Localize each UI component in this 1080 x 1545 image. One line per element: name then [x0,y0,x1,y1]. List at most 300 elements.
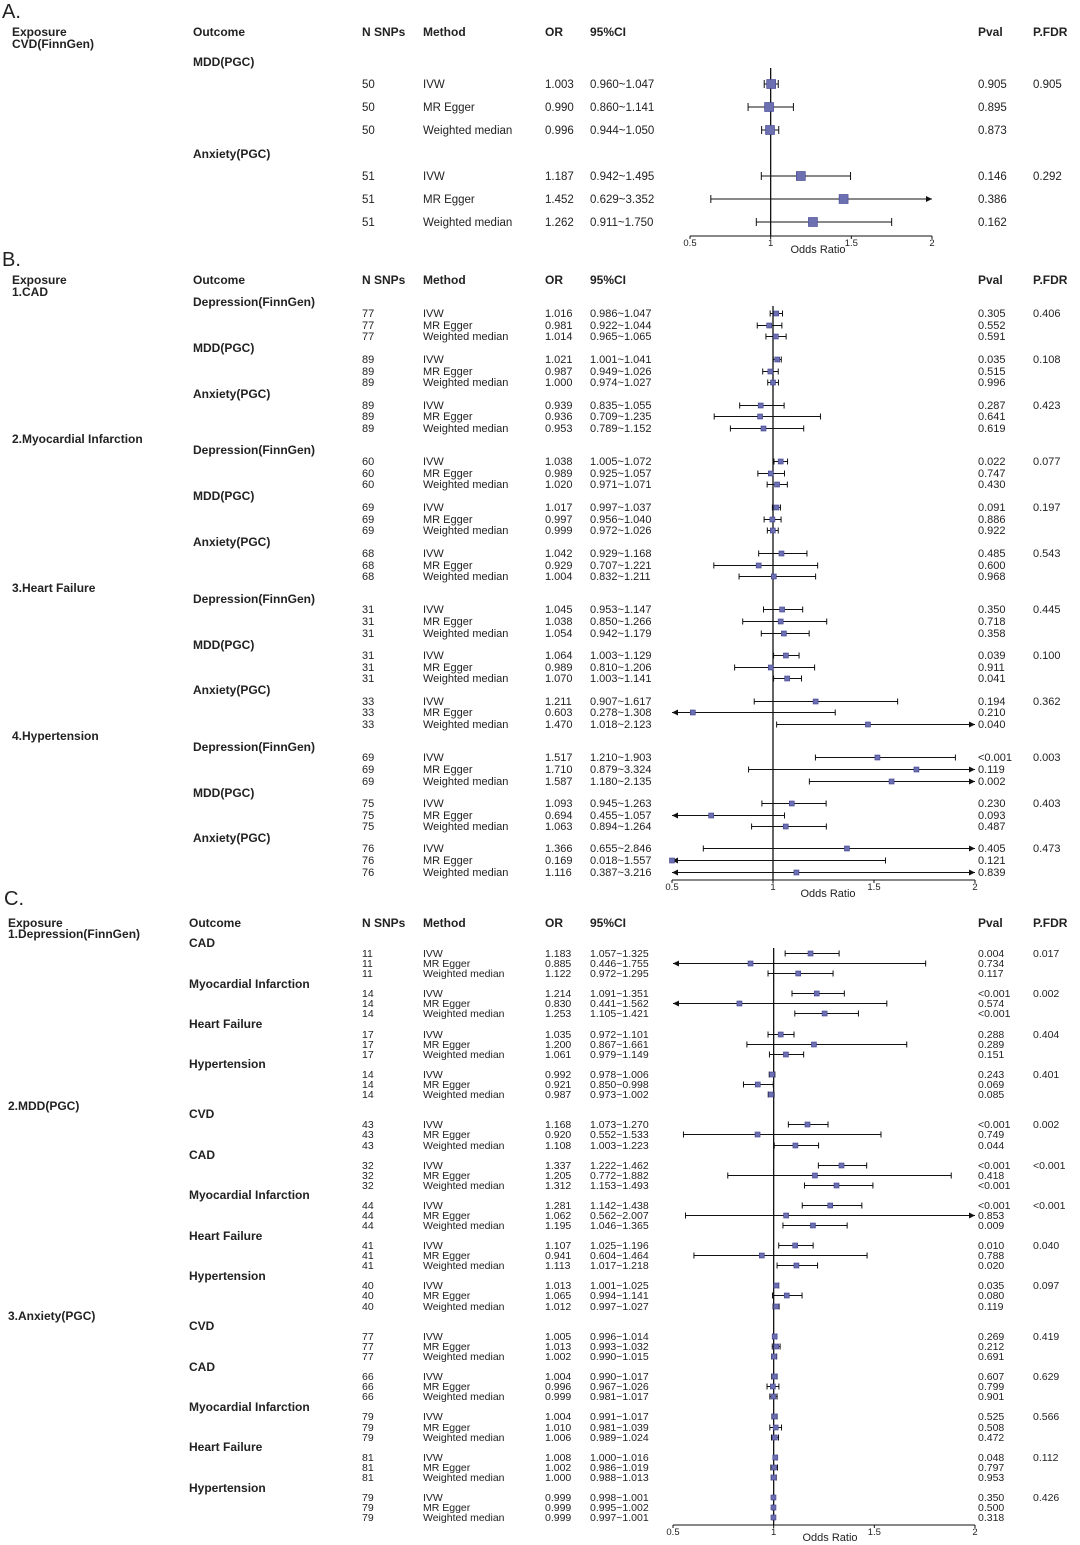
ci-value: 0.629~3.352 [590,194,655,206]
nsnps-value: 81 [362,1472,374,1484]
header-nsnps: N SNPs [362,25,406,39]
header-exposure: Exposure [12,25,67,39]
method-label: MR Egger [423,1210,471,1222]
ci-value: 0.894~1.264 [590,821,652,833]
method-label: IVW [423,548,444,560]
ci-arrow [926,196,932,202]
method-label: MR Egger [423,514,473,526]
nsnps-value: 79 [362,1512,374,1524]
point-estimate [773,1425,778,1430]
method-label: MR Egger [423,764,473,776]
nsnps-value: 81 [362,1462,374,1474]
pfdr-value: 0.423 [1033,400,1061,412]
pval-value: 0.035 [978,354,1006,366]
method-label: Weighted median [423,331,509,343]
ci-value: 0.972~1.295 [590,968,649,980]
or-value: 1.045 [545,604,573,616]
nsnps-value: 50 [362,79,375,91]
outcome-label: Anxiety(PGC) [193,831,271,845]
point-estimate [844,846,849,851]
nsnps-value: 89 [362,423,375,435]
nsnps-value: 31 [362,628,375,640]
ci-value: 0.972~1.101 [590,1029,649,1041]
method-label: IVW [423,988,443,1000]
method-label: IVW [423,1371,443,1383]
pval-value: 0.574 [978,998,1005,1010]
nsnps-value: 41 [362,1250,374,1262]
pval-value: 0.691 [978,1351,1005,1363]
point-estimate [771,1475,776,1480]
or-value: 1.113 [545,1260,571,1272]
outcome-label: MDD(PGC) [193,489,255,503]
or-value: 0.953 [545,423,573,435]
method-label: MR Egger [423,1341,471,1353]
method-label: IVW [423,752,444,764]
method-label: Weighted median [423,1049,505,1061]
nsnps-value: 14 [362,998,374,1010]
nsnps-value: 60 [362,468,375,480]
or-value: 1.000 [545,1472,572,1484]
nsnps-value: 69 [362,525,375,537]
or-value: 1.000 [545,377,573,389]
or-value: 1.211 [545,696,572,708]
ci-value: 0.944~1.050 [590,125,655,137]
header-or: OR [545,916,563,930]
ci-value: 1.001~1.041 [590,354,652,366]
ci-value: 0.922~1.044 [590,320,652,332]
point-estimate [774,311,779,316]
or-value: 1.093 [545,798,573,810]
nsnps-value: 44 [362,1210,374,1222]
nsnps-value: 75 [362,798,375,810]
pfdr-value: 0.040 [1033,1240,1060,1252]
pfdr-value: 0.403 [1033,798,1061,810]
or-value: 1.168 [545,1119,572,1131]
point-estimate [774,1344,779,1349]
exposure-label: 3.Anxiety(PGC) [8,1309,96,1323]
outcome-label: Hypertension [189,1057,266,1071]
nsnps-value: 69 [362,776,375,788]
pfdr-value: <0.001 [1033,1200,1066,1212]
ci-value: 0.995~1.002 [590,1502,649,1514]
point-estimate [767,80,776,89]
point-estimate [766,126,775,135]
or-value: 1.187 [545,171,574,183]
pval-value: <0.001 [978,1200,1011,1212]
pval-value: <0.001 [978,988,1011,1000]
pfdr-value: 0.097 [1033,1280,1060,1292]
ci-value: 1.153~1.493 [590,1180,649,1192]
method-label: MR Egger [423,411,473,423]
ci-value: 1.057~1.325 [590,948,649,960]
pval-value: <0.001 [978,1180,1011,1192]
nsnps-value: 68 [362,548,375,560]
header-pval: Pval [978,25,1003,39]
or-value: 1.107 [545,1240,572,1252]
or-value: 1.214 [545,988,572,1000]
method-label: IVW [423,502,444,514]
outcome-label: Myocardial Infarction [189,1400,310,1414]
nsnps-value: 32 [362,1170,374,1182]
pval-value: 0.853 [978,1210,1005,1222]
nsnps-value: 32 [362,1160,374,1172]
pval-value: 0.749 [978,1129,1005,1141]
ci-value: 1.003~1.141 [590,673,652,685]
header-pfdr: P.FDR [1033,273,1068,287]
or-value: 0.169 [545,855,573,867]
method-label: MR Egger [423,1381,471,1393]
nsnps-value: 14 [362,1089,374,1101]
outcome-label: Depression(FinnGen) [193,592,316,606]
method-label: IVW [423,843,444,855]
ci-value: 1.025~1.196 [590,1240,649,1252]
or-value: 1.038 [545,456,573,468]
ci-value: 0.993~1.032 [590,1341,649,1353]
nsnps-value: 79 [362,1432,374,1444]
x-tick-label: 0.5 [666,1527,680,1538]
point-estimate [796,172,805,181]
point-estimate [737,1001,742,1006]
ci-value: 0.990~1.017 [590,1371,649,1383]
or-value: 0.999 [545,1492,572,1504]
pval-value: 0.747 [978,468,1006,480]
outcome-label: Hypertension [189,1269,266,1283]
header-method: Method [423,916,466,930]
pval-value: 0.350 [978,604,1006,616]
point-estimate [770,528,775,533]
pfdr-value: 0.566 [1033,1411,1060,1423]
pval-value: 0.472 [978,1432,1005,1444]
method-label: IVW [423,948,443,960]
method-label: IVW [423,1119,443,1131]
ci-value: 0.956~1.040 [590,514,652,526]
ci-value: 0.655~2.846 [590,843,652,855]
header-pval: Pval [978,916,1003,930]
ci-value: 0.945~1.263 [590,798,652,810]
pval-value: 0.968 [978,571,1006,583]
ci-value: 0.981~1.039 [590,1422,649,1434]
ci-value: 0.998~1.001 [590,1492,649,1504]
or-value: 1.012 [545,1301,572,1313]
pfdr-value: 0.629 [1033,1371,1060,1383]
or-value: 1.005 [545,1331,572,1343]
ci-value: 1.210~1.903 [590,752,652,764]
pval-value: 0.358 [978,628,1006,640]
pval-value: 0.010 [978,1240,1005,1252]
pval-value: 0.069 [978,1079,1005,1091]
ci-value: 1.222~1.462 [590,1160,649,1172]
method-label: IVW [423,1331,443,1343]
x-tick-label: 1.5 [867,882,881,893]
pval-value: 0.386 [978,194,1007,206]
pval-value: <0.001 [978,752,1012,764]
outcome-label: CAD [189,1360,215,1374]
ci-value: 0.772~1.882 [590,1170,649,1182]
or-value: 0.997 [545,514,573,526]
ci-value: 0.707~1.221 [590,560,652,572]
pval-value: 0.119 [978,764,1005,776]
pval-value: 0.269 [978,1331,1005,1343]
or-value: 1.312 [545,1180,572,1192]
ci-value: 0.018~1.557 [590,855,652,867]
header-outcome: Outcome [193,25,246,39]
method-label: IVW [423,604,444,616]
pfdr-value: 0.017 [1033,948,1060,960]
point-estimate [769,1092,774,1097]
or-value: 1.054 [545,628,573,640]
point-estimate [783,824,788,829]
or-value: 1.020 [545,479,573,491]
nsnps-value: 31 [362,604,375,616]
point-estimate [773,1455,778,1460]
pval-value: 0.040 [978,719,1006,731]
nsnps-value: 79 [362,1492,374,1504]
or-value: 1.064 [545,650,573,662]
pfdr-value: 0.445 [1033,604,1061,616]
method-label: IVW [423,308,444,320]
pval-value: 0.641 [978,411,1006,423]
method-label: Weighted median [423,479,509,491]
or-value: 1.116 [545,867,572,879]
nsnps-value: 14 [362,1079,374,1091]
x-tick-label: 2 [929,238,935,249]
header-ci: 95%CI [590,25,627,39]
point-estimate [772,1354,777,1359]
ci-value: 0.562~2.007 [590,1210,649,1222]
or-value: 0.999 [545,1391,572,1403]
nsnps-value: 14 [362,988,374,1000]
x-tick-label: 1 [768,238,774,249]
pval-value: 0.004 [978,948,1005,960]
point-estimate [756,563,761,568]
ci-value: 1.105~1.421 [590,1008,649,1020]
nsnps-value: 40 [362,1301,374,1313]
method-label: MR Egger [423,1170,471,1182]
or-value: 0.921 [545,1079,572,1091]
or-value: 1.008 [545,1452,572,1464]
nsnps-value: 43 [362,1140,374,1152]
or-value: 1.021 [545,354,573,366]
exposure-label: CVD(FinnGen) [12,37,94,51]
x-tick-label: 1 [770,882,776,893]
point-estimate [839,1163,844,1168]
point-estimate [770,517,775,522]
ci-value: 1.003~1.223 [590,1140,649,1152]
pval-value: <0.001 [978,1160,1011,1172]
or-value: 1.065 [545,1290,572,1302]
or-value: 1.042 [545,548,573,560]
method-label: MR Egger [423,560,473,572]
pfdr-value: 0.543 [1033,548,1061,560]
or-value: 0.989 [545,662,573,674]
point-estimate [690,710,695,715]
ci-arrow [969,1213,975,1219]
method-label: MR Egger [423,468,473,480]
outcome-label: Myocardial Infarction [189,977,310,991]
nsnps-value: 32 [362,1180,374,1192]
pval-value: <0.001 [978,1119,1011,1131]
nsnps-value: 79 [362,1422,374,1434]
ci-value: 0.989~1.024 [590,1432,649,1444]
point-estimate [772,1374,777,1379]
or-value: 0.989 [545,468,573,480]
point-estimate [772,1465,777,1470]
pval-value: 0.996 [978,377,1006,389]
point-estimate [778,619,783,624]
ci-value: 0.879~3.324 [590,764,652,776]
method-label: Weighted median [423,1008,505,1020]
method-label: MR Egger [423,1422,471,1434]
pval-value: 0.289 [978,1039,1005,1051]
nsnps-value: 81 [362,1452,374,1464]
ci-value: 0.867~1.661 [590,1039,649,1051]
ci-value: 0.860~1.141 [590,102,655,114]
method-label: MR Egger [423,102,475,114]
or-value: 0.929 [545,560,573,572]
pval-value: 0.525 [978,1411,1005,1423]
method-label: Weighted median [423,571,509,583]
method-label: MR Egger [423,616,473,628]
or-value: 1.013 [545,1280,572,1292]
pfdr-value: 0.401 [1033,1069,1060,1081]
point-estimate [758,414,763,419]
exposure-label: 2.Myocardial Infarction [12,432,143,446]
method-label: MR Egger [423,1129,471,1141]
ci-value: 0.907~1.617 [590,696,652,708]
point-estimate [759,1253,764,1258]
point-estimate [767,323,772,328]
pfdr-value: 0.905 [1033,79,1062,91]
nsnps-value: 66 [362,1371,374,1383]
or-value: 1.452 [545,194,574,206]
or-value: 0.987 [545,1089,572,1101]
nsnps-value: 11 [362,968,373,980]
or-value: 1.200 [545,1039,572,1051]
nsnps-value: 69 [362,514,375,526]
method-label: Weighted median [423,217,513,229]
point-estimate [808,951,813,956]
point-estimate [768,471,773,476]
method-label: MR Egger [423,320,473,332]
method-label: Weighted median [423,525,509,537]
outcome-label: Anxiety(PGC) [193,683,271,697]
nsnps-value: 14 [362,1008,374,1020]
point-estimate [828,1203,833,1208]
or-value: 1.003 [545,79,574,91]
method-label: IVW [423,1492,443,1504]
point-estimate [889,779,894,784]
method-label: MR Egger [423,662,473,674]
ci-value: 0.835~1.055 [590,400,652,412]
nsnps-value: 89 [362,400,375,412]
method-label: Weighted median [423,1140,505,1152]
method-label: IVW [423,650,444,662]
pfdr-value: 0.003 [1033,752,1061,764]
method-label: Weighted median [423,377,509,389]
point-estimate [810,1223,815,1228]
method-label: IVW [423,1200,443,1212]
nsnps-value: 89 [362,354,375,366]
point-estimate [805,1122,810,1127]
nsnps-value: 41 [362,1260,374,1272]
pval-value: 0.041 [978,673,1006,685]
pval-value: 0.905 [978,79,1007,91]
pval-value: 0.839 [978,867,1006,879]
ci-value: 0.997~1.001 [590,1512,649,1524]
nsnps-value: 77 [362,1351,374,1363]
header-nsnps: N SNPs [362,916,406,930]
or-value: 0.694 [545,810,573,822]
or-value: 0.999 [545,1512,572,1524]
pval-value: 0.035 [978,1280,1005,1292]
nsnps-value: 40 [362,1290,374,1302]
header-outcome: Outcome [189,916,242,930]
ci-value: 0.455~1.057 [590,810,652,822]
ci-value: 0.990~1.015 [590,1351,649,1363]
point-estimate [779,551,784,556]
pfdr-value: 0.362 [1033,696,1061,708]
or-value: 0.939 [545,400,573,412]
method-label: Weighted median [423,1472,505,1484]
nsnps-value: 68 [362,560,375,572]
or-value: 0.936 [545,411,573,423]
pval-value: 0.117 [978,968,1004,980]
method-label: Weighted median [423,673,509,685]
nsnps-value: 51 [362,194,375,206]
point-estimate [772,1334,777,1339]
or-value: 1.062 [545,1210,572,1222]
ci-value: 0.441~1.562 [590,998,649,1010]
point-estimate [773,334,778,339]
nsnps-value: 51 [362,171,375,183]
point-estimate [784,1213,789,1218]
point-estimate [775,482,780,487]
ci-value: 0.997~1.037 [590,502,652,514]
nsnps-value: 66 [362,1391,374,1403]
method-label: MR Egger [423,1290,471,1302]
ci-value: 0.942~1.495 [590,171,655,183]
ci-value: 0.986~1.019 [590,1462,649,1474]
pval-value: 0.287 [978,400,1006,412]
or-value: 0.941 [545,1250,572,1262]
or-value: 1.122 [545,968,572,980]
pval-value: 0.048 [978,1452,1005,1464]
ci-value: 0.850~1.266 [590,616,652,628]
nsnps-value: 77 [362,308,375,320]
point-estimate [709,813,714,818]
method-label: IVW [423,798,444,810]
pval-value: 0.039 [978,650,1006,662]
nsnps-value: 77 [362,331,375,343]
pval-value: 0.405 [978,843,1006,855]
nsnps-value: 69 [362,764,375,776]
ci-value: 0.911~1.750 [590,217,654,229]
ci-value: 0.978~1.006 [590,1069,649,1081]
or-value: 1.004 [545,1371,572,1383]
ci-value: 1.000~1.016 [590,1452,649,1464]
pfdr-value: 0.404 [1033,1029,1060,1041]
or-value: 1.587 [545,776,573,788]
nsnps-value: 79 [362,1502,374,1514]
or-value: 1.038 [545,616,573,628]
or-value: 1.063 [545,821,573,833]
ci-value: 1.073~1.270 [590,1119,649,1131]
pval-value: 0.080 [978,1290,1005,1302]
method-label: IVW [423,456,444,468]
method-label: IVW [423,1280,443,1292]
ci-value: 0.832~1.211 [590,571,651,583]
outcome-label: Anxiety(PGC) [193,147,271,161]
